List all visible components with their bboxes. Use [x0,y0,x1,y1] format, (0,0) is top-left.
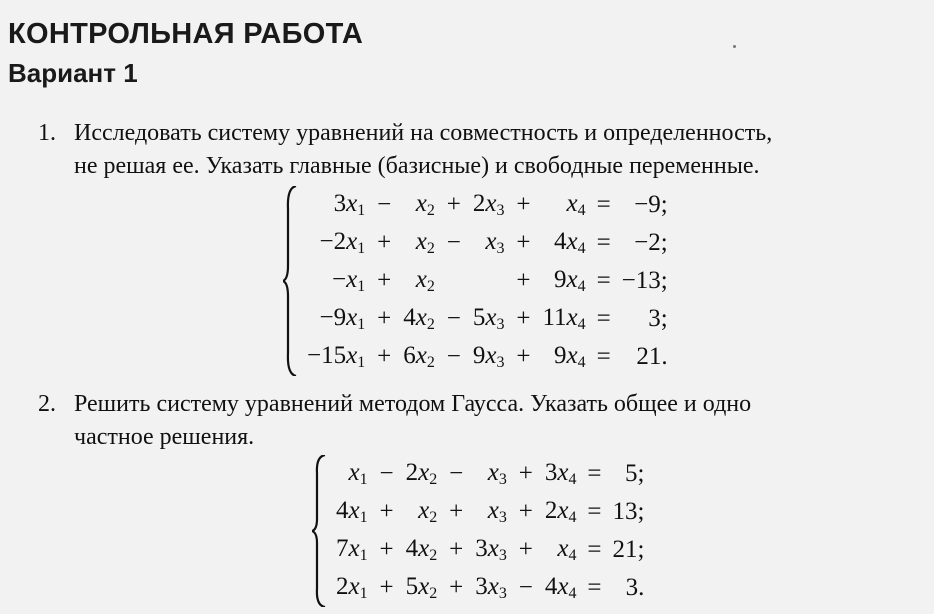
worksheet-title: КОНТРОЛЬНАЯ РАБОТА [8,18,364,50]
operator-1: + [379,498,394,525]
operator-1: + [377,267,392,294]
term-1: $x_1$ [348,459,368,488]
task-1-line-2: не решая ее. Указать главные (базисные) и свободные переменные. [74,153,760,179]
term-3: $9x_3$ [472,342,505,371]
operator-2: − [449,460,464,487]
operator-3: + [518,536,533,563]
term-3: $5x_3$ [472,304,505,333]
term-1: $-2x_1$ [319,228,366,257]
term-4: $3x_4$ [544,459,577,488]
term-2: $4x_2$ [403,304,435,333]
task-2-line-1: Решить систему уравнений методом Гаусса. Указать общее и одно [74,391,752,417]
left-brace [283,186,297,376]
term-2: $6x_2$ [403,342,435,371]
term-4: $9x_4$ [554,342,586,371]
task-1-number: 1. [38,120,56,146]
operator-2: + [446,191,461,218]
operator-2: − [446,229,461,256]
operator-3: − [518,574,533,601]
equation-row [305,338,670,376]
task-1-equation-system [283,186,670,376]
operator-3: + [516,305,531,332]
right-hand-side: 21. [636,343,668,370]
term-2: $x_2$ [415,228,435,257]
term-3: $3x_3$ [475,535,507,564]
term-1: $7x_1$ [336,535,368,564]
term-3: $3x_3$ [475,573,507,602]
term-3: $2x_3$ [472,190,505,219]
equation-row [305,224,670,262]
operator-2: − [446,305,461,332]
right-hand-side: −9; [634,191,668,218]
left-brace [312,455,326,607]
right-hand-side: 3. [625,574,645,601]
task-2-line-2: частное решения. [74,424,255,450]
equation-row [334,455,646,493]
operator-3: + [518,460,533,487]
equation-row [305,186,670,224]
term-2: $2x_2$ [405,459,438,488]
operator-1: + [379,536,394,563]
operator-1: − [377,191,392,218]
right-hand-side: 5; [624,460,645,487]
term-3: $x_3$ [485,228,505,257]
term-3: $x_3$ [487,459,507,488]
task-1-line-1: Исследовать систему уравнений на совместность и определенность, [74,120,773,146]
operator-2: − [446,343,461,370]
equation-row [334,493,646,531]
operator-3: + [516,191,531,218]
right-hand-side: −2; [634,229,668,256]
equation-row [305,262,670,300]
operator-1: + [377,229,392,256]
variant-label: Вариант 1 [8,58,138,88]
operator-2 [437,262,471,300]
task-1-text [38,117,772,183]
term-2: $5x_2$ [405,573,438,602]
term-4: $2x_4$ [544,497,577,526]
right-hand-side: 3; [648,305,668,332]
operator-3: + [516,267,531,294]
term-1: $-x_1$ [332,266,366,295]
term-2: $x_2$ [418,497,438,526]
operator-1: + [377,305,392,332]
operator-3: + [518,498,533,525]
equals-sign: = [587,574,602,601]
operator-3: + [516,229,531,256]
equals-sign: = [587,536,602,563]
equation-row [334,569,646,607]
right-hand-side: −13; [621,267,668,294]
operator-2: + [449,536,464,563]
speck [733,45,736,48]
term-4: $4x_4$ [544,573,577,602]
term-4: $11x_4$ [542,304,586,333]
term-4: $4x_4$ [554,228,586,257]
operator-2: + [449,498,464,525]
equation-row [334,531,646,569]
equals-sign: = [596,191,611,218]
task-2-number: 2. [38,391,56,417]
term-1: $-9x_1$ [319,304,366,333]
term-2: $x_2$ [415,190,435,219]
operator-1: + [379,574,394,601]
equals-sign: = [596,267,611,294]
term-4: $x_4$ [566,190,586,219]
operator-1: + [377,343,392,370]
term-4: $x_4$ [557,535,577,564]
equals-sign: = [596,343,611,370]
equals-sign: = [596,229,611,256]
term-2: $x_2$ [415,266,435,295]
term-1: $2x_1$ [336,573,368,602]
equation-row [305,300,670,338]
task-2-text [38,388,751,454]
equals-sign: = [587,498,602,525]
equals-sign: = [587,460,602,487]
term-1: $-15x_1$ [307,342,366,371]
operator-3: + [516,343,531,370]
term-3 [471,262,507,300]
right-hand-side: 13; [612,498,645,525]
right-hand-side: 21; [612,536,645,563]
task-2-equation-system [312,455,646,607]
term-1: $3x_1$ [333,190,366,219]
equals-sign: = [596,305,611,332]
operator-1: − [379,460,394,487]
operator-2: + [449,574,464,601]
term-2: $4x_2$ [405,535,438,564]
term-1: $4x_1$ [336,497,368,526]
term-3: $x_3$ [487,497,507,526]
term-4: $9x_4$ [554,266,586,295]
